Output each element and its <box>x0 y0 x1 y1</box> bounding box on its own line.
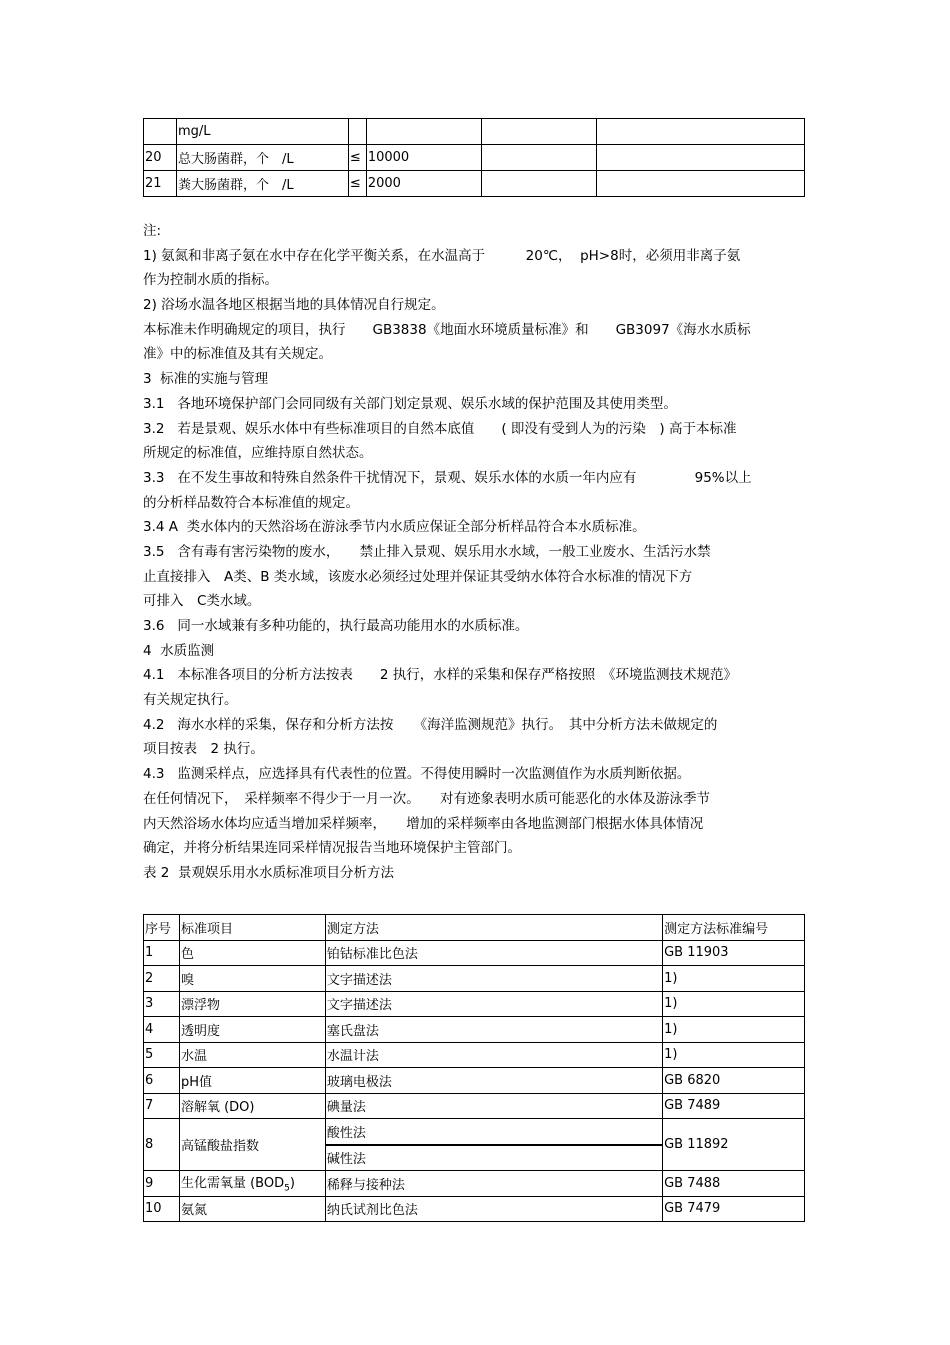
cell-no: 2 <box>144 966 180 992</box>
text-line: 所规定的标准值，应维持原自然状态。 <box>143 445 373 462</box>
cell-no: 9 <box>144 1171 180 1197</box>
cell-code: GB 11892 <box>663 1119 805 1171</box>
cell-code: GB 7488 <box>663 1171 805 1197</box>
cell-item <box>179 1171 325 1197</box>
cell-item: 嗅 <box>179 966 325 992</box>
cell-item: 溶解氧 (DO) <box>179 1093 325 1119</box>
cell-c6 <box>597 119 805 145</box>
table-row <box>144 1196 805 1222</box>
text-line: 3.2 若是景观、娱乐水体中有些标准项目的自然本底值 ( 即没有受到人为的污染 ) 高于本标准 <box>143 420 737 437</box>
cell-item: 色 <box>179 940 325 966</box>
cell-no: 6 <box>144 1068 180 1094</box>
table-row <box>144 991 805 1017</box>
cell-no <box>144 119 177 145</box>
cell-method: 纳氏试剂比色法 <box>325 1196 662 1222</box>
cell-code: 1) <box>663 1017 805 1043</box>
cell-code: GB 7489 <box>663 1093 805 1119</box>
col-header-no: 序号 <box>144 915 180 941</box>
table-row <box>144 940 805 966</box>
cell-item-subscript: 5 <box>284 1184 290 1195</box>
cell-method: 文字描述法 <box>325 991 662 1017</box>
cell-c5 <box>481 171 597 197</box>
table-row <box>144 1042 805 1068</box>
cell-no: 10 <box>144 1196 180 1222</box>
cell-item: 氨氮 <box>179 1196 325 1222</box>
cell-item: 透明度 <box>179 1017 325 1043</box>
cell-no: 3 <box>144 991 180 1017</box>
text-line: 的分析样品数符合本标准值的规定。 <box>143 494 359 511</box>
cell-c5 <box>481 145 597 171</box>
cell-item: 水温 <box>179 1042 325 1068</box>
cell-method: 水温计法 <box>325 1042 662 1068</box>
cell-c6 <box>597 145 805 171</box>
cell-no: 20 <box>144 145 177 171</box>
text-line: 3.5 含有毒有害污染物的废水， 禁止排入景观、娱乐用水水域，一般工业废水、生活污水禁 <box>143 543 711 560</box>
cell-item-text: 生化需氧量 (BOD <box>180 1176 285 1192</box>
cell-item: pH值 <box>179 1068 325 1094</box>
text-line: 准》中的标准值及其有关规定。 <box>143 346 332 363</box>
table-row <box>144 145 805 171</box>
text-line: 3.4 A 类水体内的天然浴场在游泳季节内水质应保证全部分析样品符合本水质标准。 <box>143 519 646 536</box>
text-line: 4.2 海水水样的采集，保存和分析方法按 《海洋监测规范》执行。 其中分析方法未做规定的 <box>143 716 718 733</box>
table-row <box>144 966 805 992</box>
cell-code: 1) <box>663 1042 805 1068</box>
cell-code: GB 7479 <box>663 1196 805 1222</box>
cell-code: GB 11903 <box>663 940 805 966</box>
cell-item-tail: ) <box>289 1176 295 1192</box>
text-line: 1) 氨氮和非离子氨在水中存在化学平衡关系，在水温高于 20℃， pH>8时，必须用非离子氨 <box>143 247 741 264</box>
text-line: 表 2 景观娱乐用水水质标准项目分析方法 <box>143 864 394 881</box>
cell-code: 1) <box>663 966 805 992</box>
cell-method: 酸性法 <box>325 1119 662 1145</box>
cell-op <box>348 119 366 145</box>
table-row <box>144 1068 805 1094</box>
cell-c6 <box>597 171 805 197</box>
text-line: 3 标准的实施与管理 <box>143 371 269 388</box>
text-line: 注: <box>143 223 162 239</box>
cell-c5 <box>481 119 597 145</box>
table-row <box>144 171 805 197</box>
cell-val: 10000 <box>366 145 481 171</box>
text-line: 确定，并将分析结果连同采样情况报告当地环境保护主管部门。 <box>143 840 521 857</box>
text-line: 3.3 在不发生事故和特殊自然条件干扰情况下，景观、娱乐水体的水质一年内应有 95%以上 <box>143 469 752 486</box>
table-header-row <box>144 915 805 941</box>
text-line: 4.3 监测采样点，应选择具有代表性的位置。不得使用瞬时一次监测值作为水质判断依据。 <box>143 766 691 783</box>
cell-no: 8 <box>144 1119 180 1171</box>
cell-code: GB 6820 <box>663 1068 805 1094</box>
col-header-method: 测定方法 <box>325 915 662 941</box>
cell-method: 稀释与接种法 <box>325 1171 662 1197</box>
cell-method: 铂钴标准比色法 <box>325 940 662 966</box>
water-quality-table-continued <box>143 118 805 197</box>
col-header-code: 测定方法标准编号 <box>663 915 805 941</box>
body-text <box>143 219 808 886</box>
cell-method: 文字描述法 <box>325 966 662 992</box>
cell-no: 5 <box>144 1042 180 1068</box>
cell-op: ≤ <box>348 145 366 171</box>
cell-no: 7 <box>144 1093 180 1119</box>
cell-item: 漂浮物 <box>179 991 325 1017</box>
table-row <box>144 1119 805 1145</box>
cell-item: 粪大肠菌群，个 /L <box>176 171 348 197</box>
text-line: 项目按表 2 执行。 <box>143 741 264 758</box>
analysis-method-table <box>143 914 805 1222</box>
cell-method: 塞氏盘法 <box>325 1017 662 1043</box>
cell-method: 玻璃电极法 <box>325 1068 662 1094</box>
text-line: 3.1 各地环境保护部门会同同级有关部门划定景观、娱乐水域的保护范围及其使用类型。 <box>143 395 677 412</box>
cell-no: 21 <box>144 171 177 197</box>
cell-val <box>366 119 481 145</box>
table-row <box>144 1093 805 1119</box>
cell-method: 碘量法 <box>325 1093 662 1119</box>
cell-item: mg/L <box>176 119 348 145</box>
col-header-item: 标准项目 <box>179 915 325 941</box>
cell-method: 碱性法 <box>325 1145 662 1171</box>
text-line: 本标准未作明确规定的项目，执行 GB3838《地面水环境质量标准》和 GB3097《海水水质标 <box>143 321 751 338</box>
table-row <box>144 1171 805 1197</box>
text-line: 有关规定执行。 <box>143 692 238 709</box>
cell-val: 2000 <box>366 171 481 197</box>
cell-op: ≤ <box>348 171 366 197</box>
table-row <box>144 1017 805 1043</box>
cell-no: 1 <box>144 940 180 966</box>
cell-item: 总大肠菌群，个 /L <box>176 145 348 171</box>
text-line: 2) 浴场水温各地区根据当地的具体情况自行规定。 <box>143 297 445 314</box>
text-line: 4.1 本标准各项目的分析方法按表 2 执行，水样的采集和保存严格按照 《环境监测技术规范》 <box>143 667 737 684</box>
text-line: 作为控制水质的指标。 <box>143 272 278 289</box>
text-line: 可排入 C类水域。 <box>143 593 261 610</box>
text-line: 止直接排入 A类、B 类水域，该废水必须经过处理并保证其受纳水体符合水标准的情况下方 <box>143 568 693 585</box>
text-line: 3.6 同一水域兼有多种功能的，执行最高功能用水的水质标准。 <box>143 618 529 634</box>
text-line: 4 水质监测 <box>143 642 215 659</box>
cell-code: 1) <box>663 991 805 1017</box>
cell-no: 4 <box>144 1017 180 1043</box>
text-line: 内天然浴场水体均应适当增加采样频率， 增加的采样频率由各地监测部门根据水体具体情况 <box>143 815 704 832</box>
text-line: 在任何情况下， 采样频率不得少于一月一次。 对有迹象表明水质可能恶化的水体及游泳季节 <box>143 790 710 807</box>
table-row <box>144 119 805 145</box>
cell-item: 高锰酸盐指数 <box>179 1119 325 1171</box>
